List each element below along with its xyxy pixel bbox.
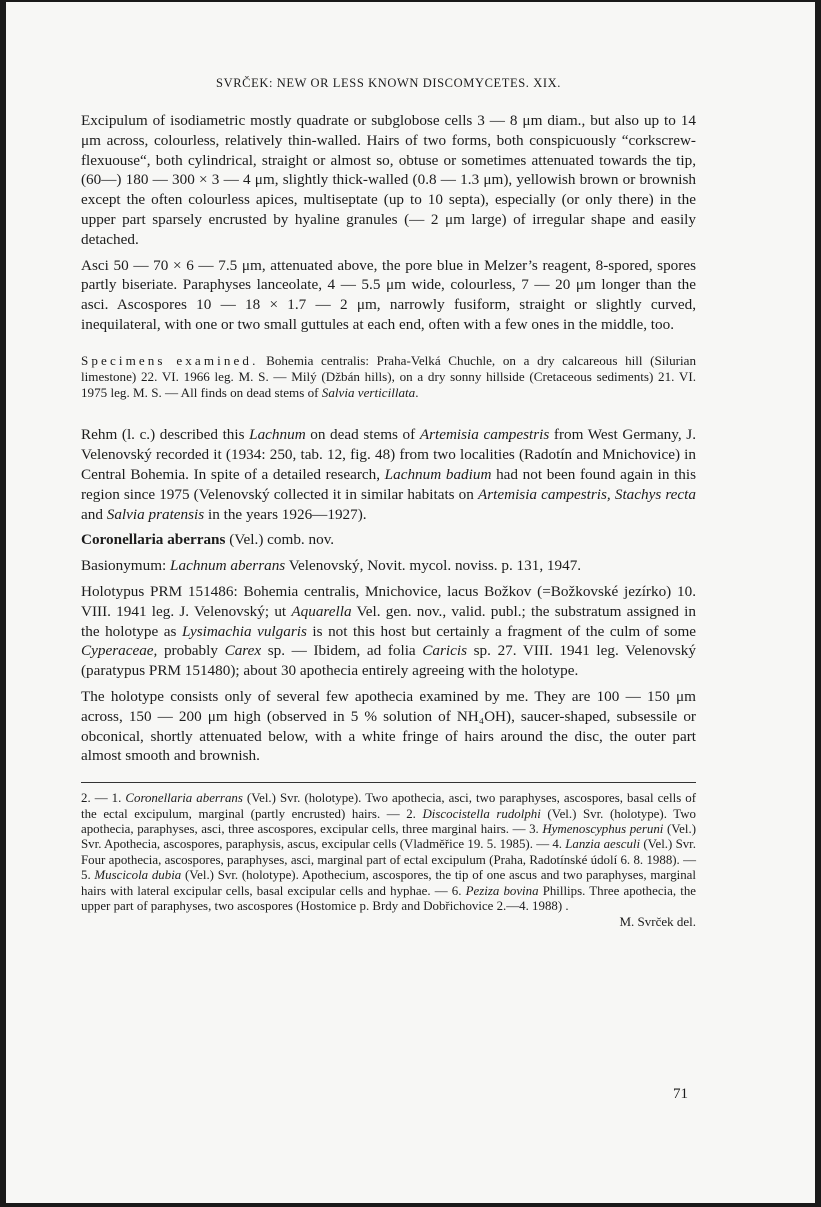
paragraph-holotype: [81, 582, 696, 681]
paragraph-basionym: [81, 556, 696, 576]
caption-text: (Vel.) Svr. (holotype). Two apothecia, asci, two paraphyses, ascospores, basal cells of the ectal excipulum, marginal (partly encrusted) hairs. — 2.: [81, 791, 697, 821]
paragraph-excipulum: Excipulum of isodiametric mostly quadrate or subglobose cells 3 — 8 μm diam., but also up to 14 μm across, colourless, relatively thin-walled. Hairs of two forms, both conspicuously “corkscrew-flexuouse“, both cylindrical, straight or almost so, obtuse or sometimes attenuated towards the tip, (60—) 180 — 300 × 3 — 4 μm, slightly thick-walled (0.8 — 1.3 μm), yellowish brown or brownish except the often colourless apices, multiseptate (up to 10 septa), especially (or only there) in the upper part sparsely encrusted by hyaline granules (— 2 μm large) of irregular shape and easily detached.: [81, 112, 696, 248]
caption-taxon: Coronellaria aberrans: [125, 791, 243, 806]
caption-text: (Vel.) Svr. (holotype). Two apothecia, paraphyses, asci, three ascospores, excipular cells, three marginal hairs. — 3.: [81, 806, 696, 836]
basionym-taxon: Lachnum aberrans: [170, 557, 286, 575]
caption-taxon: Peziza bovina: [465, 883, 539, 898]
specimens-examined: [81, 353, 696, 402]
rehm-taxon: Lachnum badium: [384, 465, 492, 483]
holotype-taxon: Lysimachia vulgaris: [181, 622, 307, 640]
holotype-taxon: Caricis: [422, 642, 468, 660]
caption-text: (Vel.) Svr. Apothecia, ascospores, paraphysis, ascus, excipular cells (Vladměřice 19. 5. 1985). — 4.: [81, 821, 696, 852]
holotype-text: probably: [157, 642, 225, 660]
rehm-text: on dead stems of: [305, 426, 420, 444]
rehm-taxon: Artemisia campestris,: [477, 485, 611, 503]
rehm-taxon: Artemisia campestris: [419, 426, 550, 444]
rehm-text: Rehm (l. c.) described this: [81, 426, 250, 444]
caption-text: Phillips. Three apothecia, the upper part of paraphyses, two ascospores (Hostomice p. Brdy and Dobřichovice 2.—4. 1988) .: [81, 883, 696, 913]
basionym-text: Velenovský, Novit. mycol. noviss. p. 131, 1947.: [285, 557, 582, 575]
caption-taxon: Hymenoscyphus peruni: [542, 821, 664, 836]
holotype-text: is not this host but certainly a fragment of the culm of some: [306, 622, 697, 640]
caption-taxon: Discocistella rudolphi: [422, 806, 541, 821]
caption-text: (Vel.) Svr. Four apothecia, ascospores, paraphyses, asci, marginal part of ectal excipulum (Praha, Radotínské údolí 6. 8. 1988). — 5.: [81, 837, 696, 883]
specimens-end: .: [415, 385, 419, 401]
basionym-text: Basionymum:: [81, 557, 171, 575]
page-content: [81, 62, 696, 930]
footnote-divider: [81, 782, 696, 783]
rehm-text: from West Germany, J. Velenovský recorded it (1934: 250, tab. 12, fig. 48) from two localities (Radotín and Mnichovice) in Central Bohemia. In spite of a detailed research,: [81, 426, 696, 483]
rehm-text: had not been found again in this region since 1975 (Velenovský collected it in similar habitats on: [81, 465, 697, 503]
illustrator-signature: M. Svrček del.: [619, 914, 696, 930]
holotype-taxon: Cyperaceae,: [81, 642, 158, 660]
species-name: Coronellaria aberrans: [81, 531, 226, 549]
holotype-text: Vel. gen. nov., valid. publ.; the substratum assigned in the holotype as: [81, 602, 697, 640]
rehm-text: in the years 1926—1927).: [204, 505, 367, 523]
paragraph-rehm: [81, 425, 696, 524]
rehm-taxon: Salvia pratensis: [106, 505, 205, 523]
rehm-taxon: Stachys recta: [614, 485, 696, 503]
paragraph-holotype-description: The holotype consists only of several few apothecia examined by me. They are 100 — 150 μm across, 150 — 200 μm high (observed in 5 % solution of NH₄OH), saucer-shaped, subsessile or obconical, shortly attenuated below, with a white fringe of hairs around the disc, the outer part almost smooth and brownish.: [81, 687, 696, 765]
species-authority: (Vel.) comb. nov.: [225, 531, 335, 549]
holotype-taxon: Carex: [224, 642, 262, 660]
specimens-text: Bohemia centralis: Praha-Velká Chuchle, on a dry calcareous hill (Silurian limestone) 22. VI. 1966 leg. M. S. — Milý (Džbán hills), on a dry sonny hillside (Cretaceous sediments) 21. VI. 1975 leg. M. S. — All finds on dead stems of: [81, 352, 696, 401]
figure-caption: [81, 791, 696, 914]
specimens-species: Salvia verticillata: [321, 385, 416, 401]
holotype-taxon: Aquarella: [291, 602, 352, 620]
holotype-text: Holotypus PRM 151486: Bohemia centralis, Mnichovice, lacus Božkov (=Božkovské jezírko) 10. VIII. 1941 leg. J. Velenovský; ut: [81, 582, 696, 620]
rehm-text: and: [81, 505, 107, 523]
caption-taxon: Muscicola dubia: [94, 868, 182, 883]
caption-text: 2. — 1.: [81, 791, 126, 806]
page-sheet: [6, 2, 815, 1203]
paragraph-asci: Asci 50 — 70 × 6 — 7.5 μm, attenuated above, the pore blue in Melzer’s reagent, 8-spored, spores partly biseriate. Paraphyses lanceolate, 4 — 5.5 μm wide, colourless, 7 — 20 μm longer than the asci. Ascospores 10 — 18 × 1.7 — 2 μm, narrowly fusiform, straight or slightly curved, inequilateral, with one or two small guttules at each end, often with a few ones in the middle, too.: [81, 256, 696, 333]
rehm-taxon: Lachnum: [249, 426, 306, 444]
specimens-label: Specimens examined.: [81, 352, 259, 368]
page-number: 71: [673, 1086, 688, 1102]
caption-taxon: Lanzia aesculi: [565, 837, 641, 852]
species-heading: [81, 530, 696, 550]
caption-text: (Vel.) Svr. (holotype). Apothecium, ascospores, the tip of one ascus and two paraphyses, marginal hairs with lateral excipular cells, basal excipular cells and hyphae. — 6.: [81, 868, 696, 898]
holotype-text: sp. — Ibidem, ad folia: [261, 642, 423, 660]
running-head: SVRČEK: NEW OR LESS KNOWN DISCOMYCETES. XIX.: [216, 76, 561, 90]
holotype-text: sp. 27. VIII. 1941 leg. Velenovský (paratypus PRM 151480); about 30 apothecia entirely agreeing with the holotype.: [81, 642, 696, 680]
